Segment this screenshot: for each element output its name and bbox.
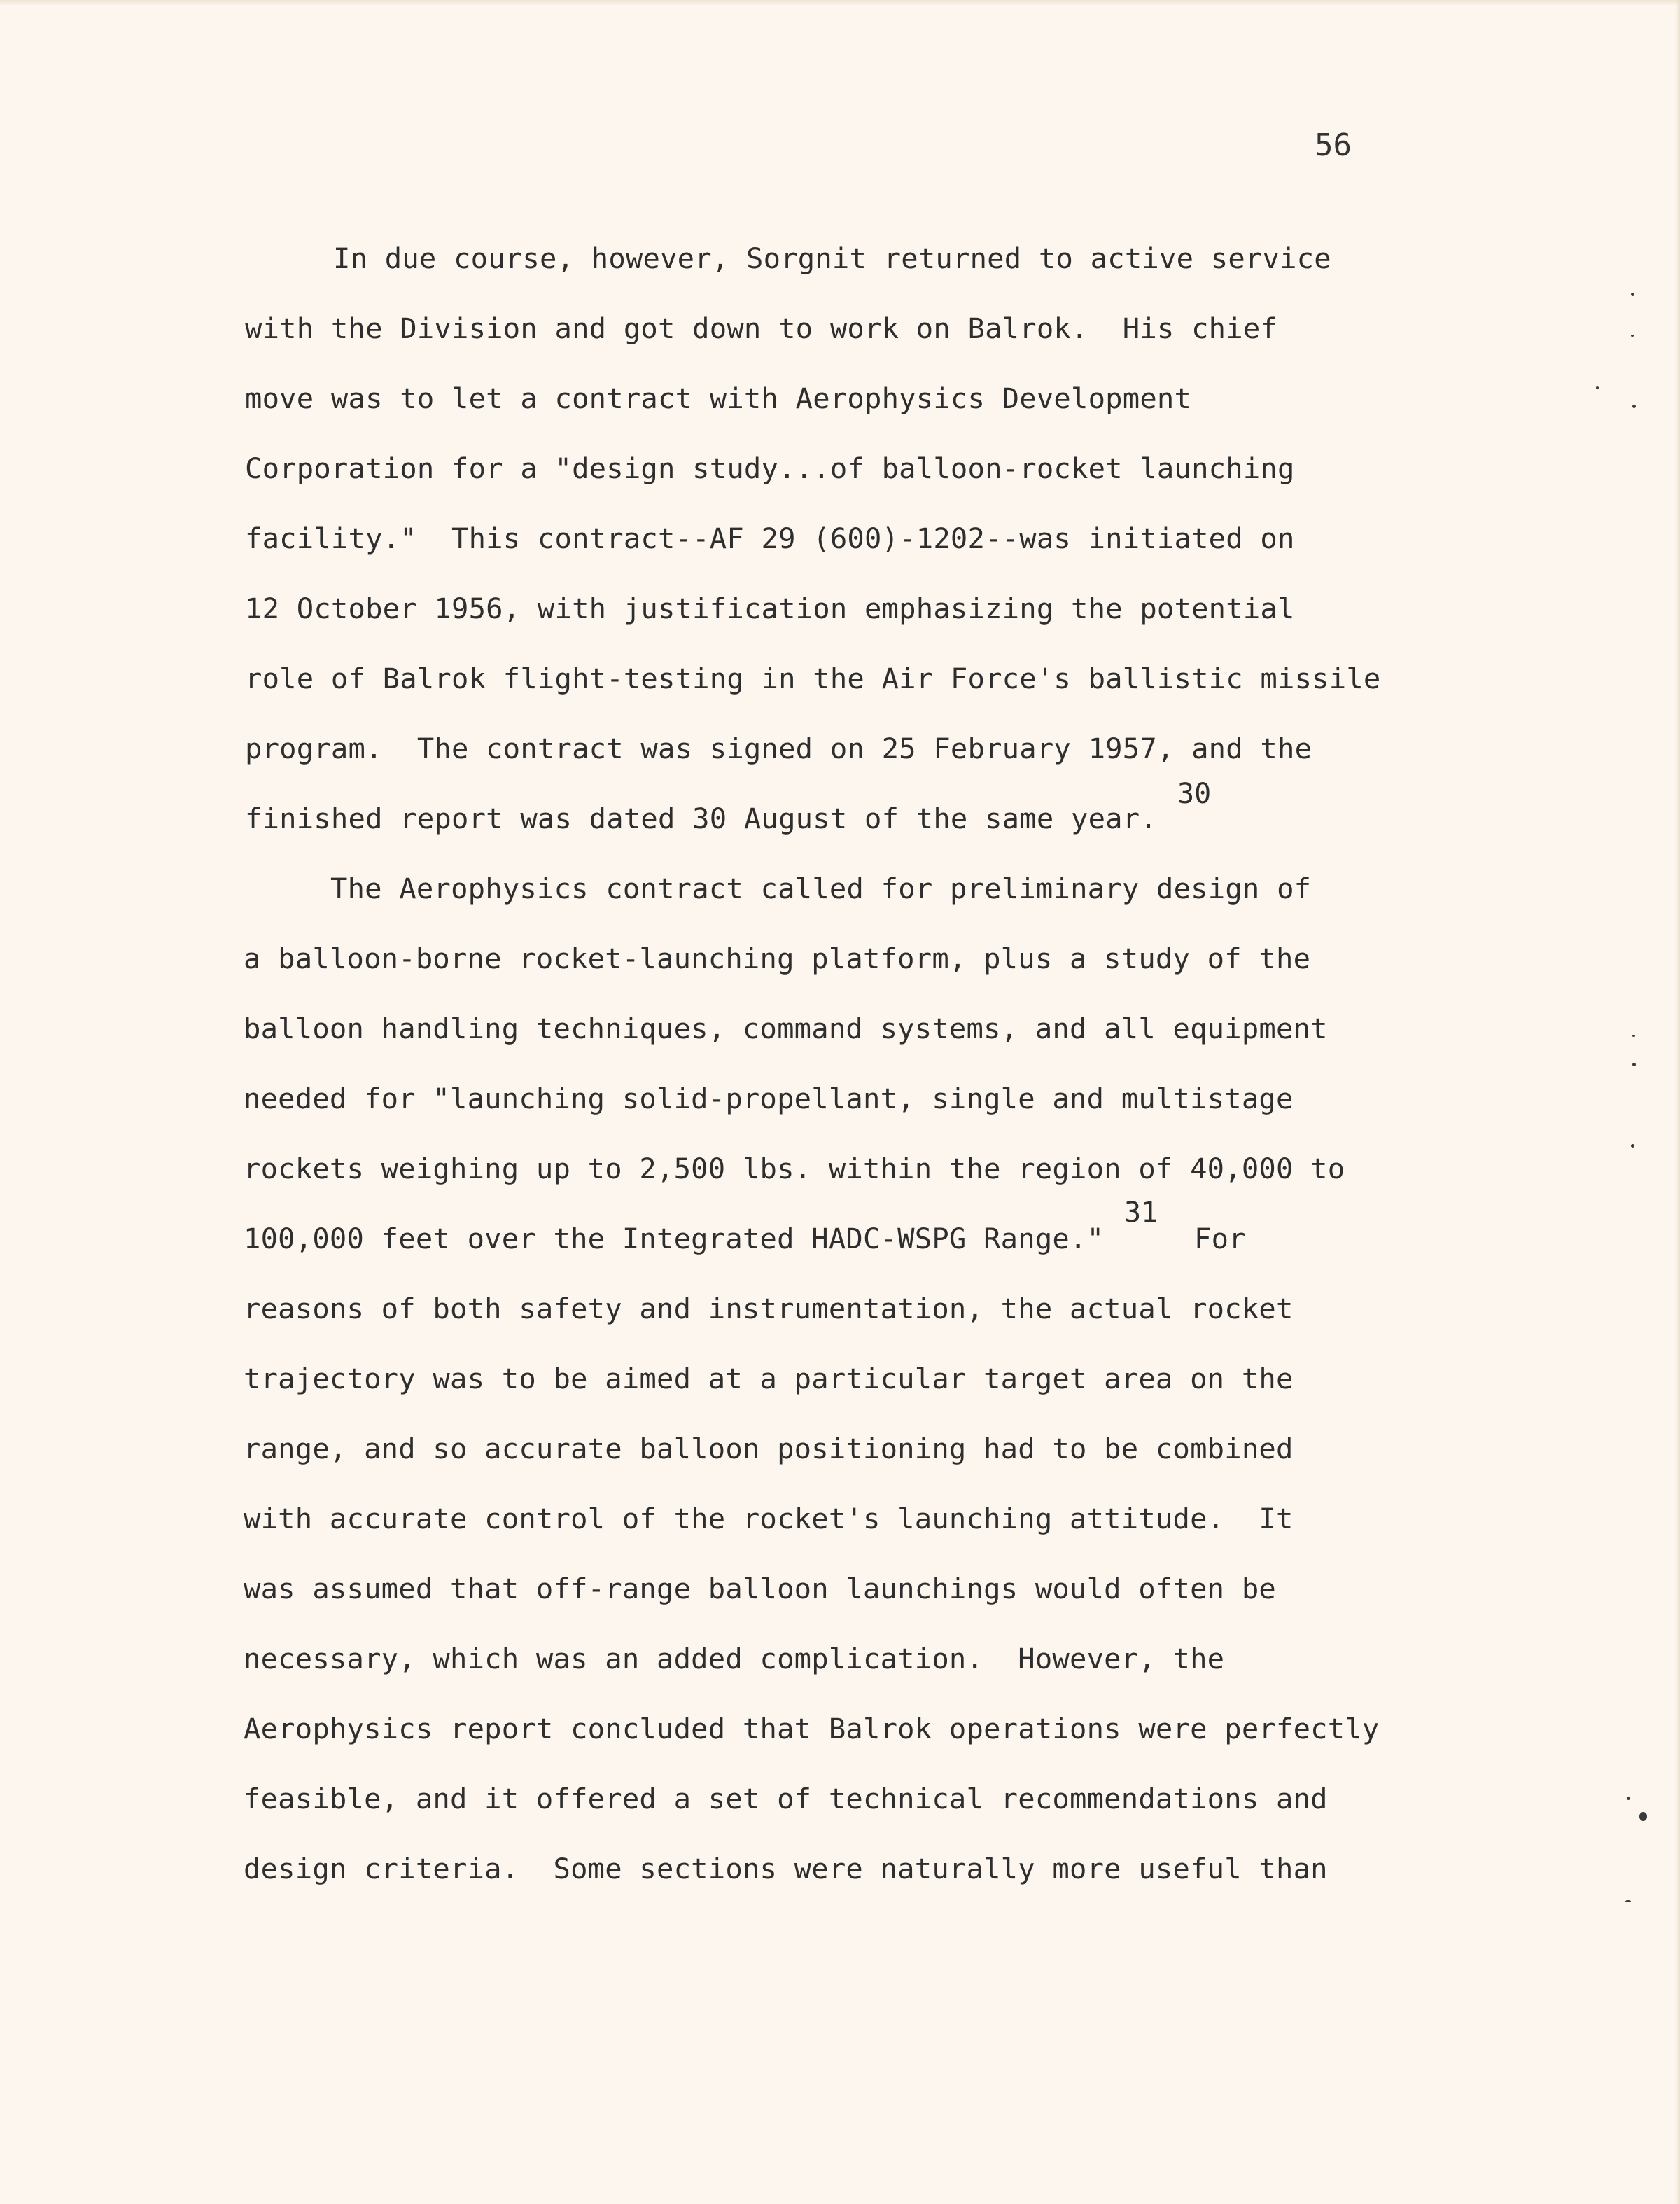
text-line: was assumed that off-range balloon launchings would often be — [244, 1572, 1276, 1605]
text-line: The Aerophysics contract called for preliminary design of — [330, 872, 1312, 905]
text-line: needed for "launching solid-propellant, single and multistage — [244, 1082, 1294, 1115]
top-paper-edge — [0, 0, 1680, 6]
page-number: 56 — [1315, 127, 1352, 163]
scan-speck — [1627, 1797, 1630, 1800]
text-line: a balloon-borne rocket-launching platform, plus a study of the — [244, 942, 1311, 975]
scan-speck — [1625, 1900, 1631, 1902]
scan-speck — [1639, 1812, 1647, 1821]
text-line-continuation: For — [1194, 1222, 1246, 1255]
scan-speck — [1632, 1035, 1635, 1037]
text-line: range, and so accurate balloon positioning had to be combined — [244, 1432, 1294, 1465]
text-line: with the Division and got down to work on Balrok. His chief — [245, 312, 1278, 345]
text-line: program. The contract was signed on 25 February 1957, and the — [245, 732, 1312, 765]
text-line: feasible, and it offered a set of technical recommendations and — [244, 1782, 1328, 1815]
text-line: design criteria. Some sections were naturally more useful than — [244, 1852, 1328, 1885]
text-line: reasons of both safety and instrumentation, the actual rocket — [244, 1292, 1294, 1325]
text-line: Aerophysics report concluded that Balrok operations were perfectly — [244, 1712, 1380, 1745]
text-line: role of Balrok flight-testing in the Air Force's ballistic missile — [245, 662, 1381, 695]
text-line: with accurate control of the rocket's launching attitude. It — [244, 1502, 1294, 1535]
text-line: rockets weighing up to 2,500 lbs. within the region of 40,000 to — [244, 1152, 1345, 1185]
text-line: necessary, which was an added complication. However, the — [244, 1642, 1225, 1675]
scan-speck — [1631, 335, 1634, 337]
scan-speck — [1596, 386, 1599, 389]
text-line: trajectory was to be aimed at a particular target area on the — [244, 1362, 1294, 1395]
right-paper-edge — [1676, 0, 1680, 2204]
scan-speck — [1632, 1063, 1636, 1066]
text-line: move was to let a contract with Aerophysics Development — [245, 382, 1192, 415]
text-line: facility." This contract--AF 29 (600)-1202--was initiated on — [245, 522, 1295, 555]
text-line: balloon handling techniques, command systems, and all equipment — [244, 1012, 1328, 1045]
scan-speck — [1632, 405, 1636, 408]
scan-speck — [1631, 1144, 1634, 1148]
text-line: 100,000 feet over the Integrated HADC-WSPG Range." — [244, 1222, 1105, 1255]
scan-speck — [1631, 293, 1634, 296]
footnote-marker-30: 30 — [1177, 778, 1212, 810]
text-line: finished report was dated 30 August of the same year. — [245, 802, 1157, 835]
text-line: Corporation for a "design study...of balloon-rocket launching — [245, 452, 1295, 485]
footnote-marker-31: 31 — [1124, 1197, 1158, 1229]
text-line: In due course, however, Sorgnit returned to active service — [333, 242, 1331, 275]
text-line: 12 October 1956, with justification emphasizing the potential — [245, 592, 1295, 625]
